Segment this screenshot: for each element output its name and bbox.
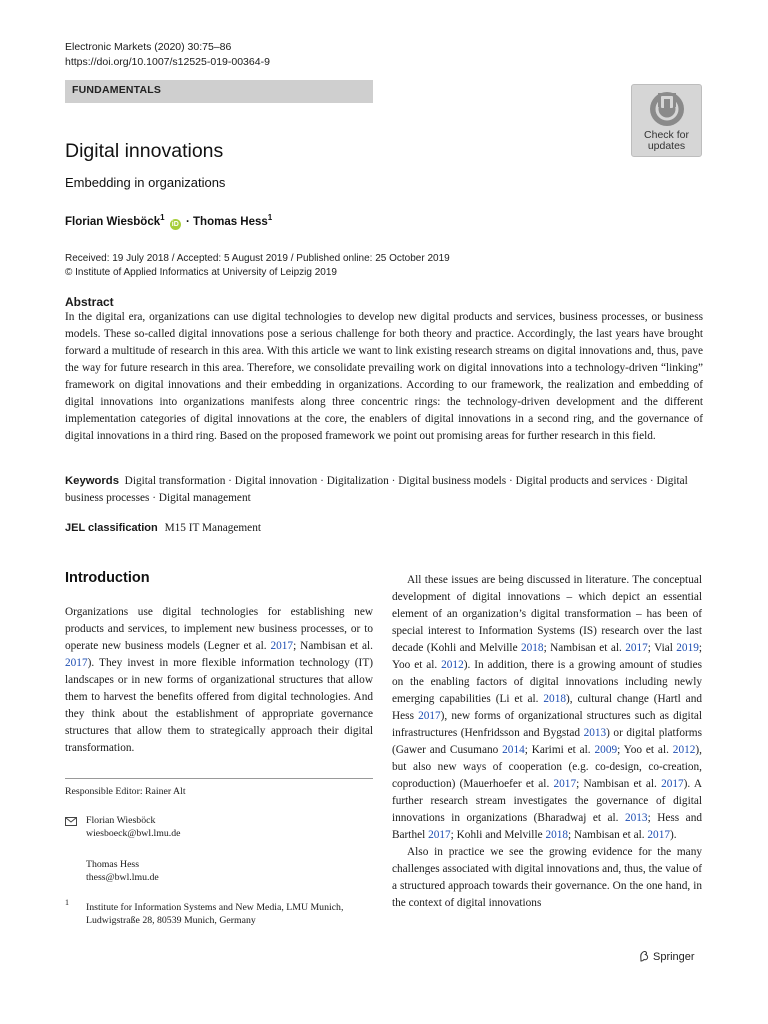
citation-link[interactable]: 2017 <box>65 657 88 669</box>
paragraph: Also in practice we see the growing evidence for the many challenges associated with digital innovations and, thus, the value of a structured approach towards their governance. On the one hand, in the context of digital innovations <box>392 846 702 909</box>
article-title: Digital innovations <box>65 140 224 162</box>
category-label: FUNDAMENTALS <box>72 84 162 96</box>
citation-link[interactable]: 2012 <box>672 744 696 756</box>
author-name: Florian Wiesböck <box>86 815 156 826</box>
citation-link[interactable]: 2017 <box>428 829 451 841</box>
jel-classification <box>65 522 261 534</box>
copyright-line: © Institute of Applied Informatics at University of Leipzig 2019 <box>65 267 337 278</box>
affiliation-number: 1 <box>65 898 69 907</box>
footnote-divider <box>65 778 373 779</box>
citation-link[interactable]: 2014 <box>502 744 525 756</box>
keywords-list: Digital transformation · Digital innovation · Digitalization · Digital business models · Digital products and services · Digital business processes · Digital management <box>65 475 688 504</box>
publication-dates <box>65 252 450 280</box>
responsible-editor: Responsible Editor: Rainer Alt <box>65 786 186 797</box>
affiliation-marker: 1 <box>160 213 165 222</box>
citation-link[interactable]: 2013 <box>624 812 648 824</box>
publisher-logo <box>638 950 695 963</box>
check-updates-icon <box>648 90 686 128</box>
jel-code: M15 IT Management <box>164 522 261 534</box>
author-name[interactable]: Florian Wiesböck <box>65 215 161 228</box>
journal-info <box>65 40 270 70</box>
check-updates-text: Check for updates <box>644 129 689 152</box>
author-name[interactable]: Thomas Hess <box>193 215 268 228</box>
citation-link[interactable]: 2017 <box>647 829 670 841</box>
journal-citation: Electronic Markets (2020) 30:75–86 <box>65 41 232 53</box>
citation-link[interactable]: 2017 <box>553 778 577 790</box>
author-email[interactable]: thess@bwl.lmu.de <box>86 872 159 883</box>
affiliation-marker: 1 <box>267 213 273 222</box>
intro-left-column: Organizations use digital technologies for establishing new products and services, to implement new business processes, or to operate new business models (Legner et al. 2017; Nambisan et al. 2017). They invest in more flexible information technology (IT) landscapes or in new forms of organizational structures that allow them to harvest the benefits offered from digital technologies. And they think about the establishment of appropriate governance structures that allow them to strategically approach their digital transformation. <box>65 606 373 754</box>
author-email[interactable]: wiesboeck@bwl.lmu.de <box>86 828 181 839</box>
citation-link[interactable]: 2012 <box>441 659 464 671</box>
paragraph: All these issues are being discussed in literature. The conceptual development of digital innovations – which depict an essential element of an organization’s digital transformation – has been of special interest to Information Systems (IS) research over the last decade (Kohli and Melville 2018; Nambisan et al. 2017; Vial 2019; Yoo et al. 2012). In addition, there is a growing amount of studies on the enabling factors of digital innovations including newly emerging capabilities (Li et al. 2018), cultural change (Hartl and Hess 2017), new forms of organizational structures such as digital infrastructures (Henfridsson and Bygstad 2013) or digital platforms (Gawer and Cusumano 2014; Karimi et al. 2009; Yoo et al. 2012), but also new ways of cooperation (e.g. co-design, co-creation, coproduction) (Mauerhoefer et al. 2017; Nambisan et al. 2017). A further research stream investigates the governance of digital innovations in organizations (Bharadwaj et al. 2013; Hess and Barthel 2017; Kohli and Melville 2018; Nambisan et al. 2017). <box>392 574 703 841</box>
affiliation-address: Institute for Information Systems and New Media, LMU Munich, Ludwigstraße 28, 80539 Munich, Germany <box>86 902 344 926</box>
coauthor-contact <box>86 858 159 884</box>
keywords <box>65 473 705 507</box>
jel-label: JEL classification <box>65 522 158 534</box>
article-subtitle: Embedding in organizations <box>65 175 226 190</box>
citation-link[interactable]: 2019 <box>676 642 699 654</box>
doi-link[interactable]: https://doi.org/10.1007/s12525-019-00364-9 <box>65 56 270 68</box>
citation-link[interactable]: 2017 <box>270 640 294 652</box>
author-separator: · <box>182 215 194 228</box>
citation-link[interactable]: 2009 <box>594 744 618 756</box>
citation-link[interactable]: 2017 <box>418 710 441 722</box>
check-for-updates-badge[interactable] <box>631 84 702 157</box>
citation-link[interactable]: 2017 <box>625 642 648 654</box>
keywords-label: Keywords <box>65 475 119 487</box>
citation-link[interactable]: 2013 <box>583 727 607 739</box>
citation-link[interactable]: 2018 <box>543 693 566 705</box>
citation-link[interactable]: 2018 <box>545 829 569 841</box>
history-dates: Received: 19 July 2018 / Accepted: 5 August 2019 / Published online: 25 October 2019 <box>65 253 450 264</box>
author-line <box>65 213 272 230</box>
abstract-heading: Abstract <box>65 295 114 309</box>
citation-link[interactable]: 2017 <box>661 778 684 790</box>
intro-right-column <box>392 572 702 912</box>
envelope-icon <box>65 817 77 826</box>
publisher-name: Springer <box>653 951 695 963</box>
citation-link[interactable]: 2018 <box>520 642 544 654</box>
abstract-text: In the digital era, organizations can use digital technologies to develop new digital products and services, business processes, or business models. These so-called digital innovations pose a serious challenge for both theory and practice. Accordingly, the last years have brought forward a multitude of research in this area. With this article we want to link existing research streams on digital innovations and, thus, pave the way for future research in this area. Therefore, we consolidate prevailing work on digital innovations into a technology-driven “linking” framework on digital innovations and their embedding in organizations. According to our framework, the realization and embedding of digital innovations into organizations manifests along three concentric rings: the technology-driven development and the different implementation categories of digital innovations at the core, the enablers of digital innovations in a second ring, and the governance of digital innovations in a third ring. Based on the proposed framework we point out promising areas for further research in this field. <box>65 311 703 442</box>
author-name: Thomas Hess <box>86 859 140 870</box>
corresponding-author <box>86 814 180 840</box>
orcid-icon[interactable]: iD <box>171 220 179 228</box>
section-heading: Introduction <box>65 570 150 586</box>
springer-horse-icon <box>638 950 650 962</box>
